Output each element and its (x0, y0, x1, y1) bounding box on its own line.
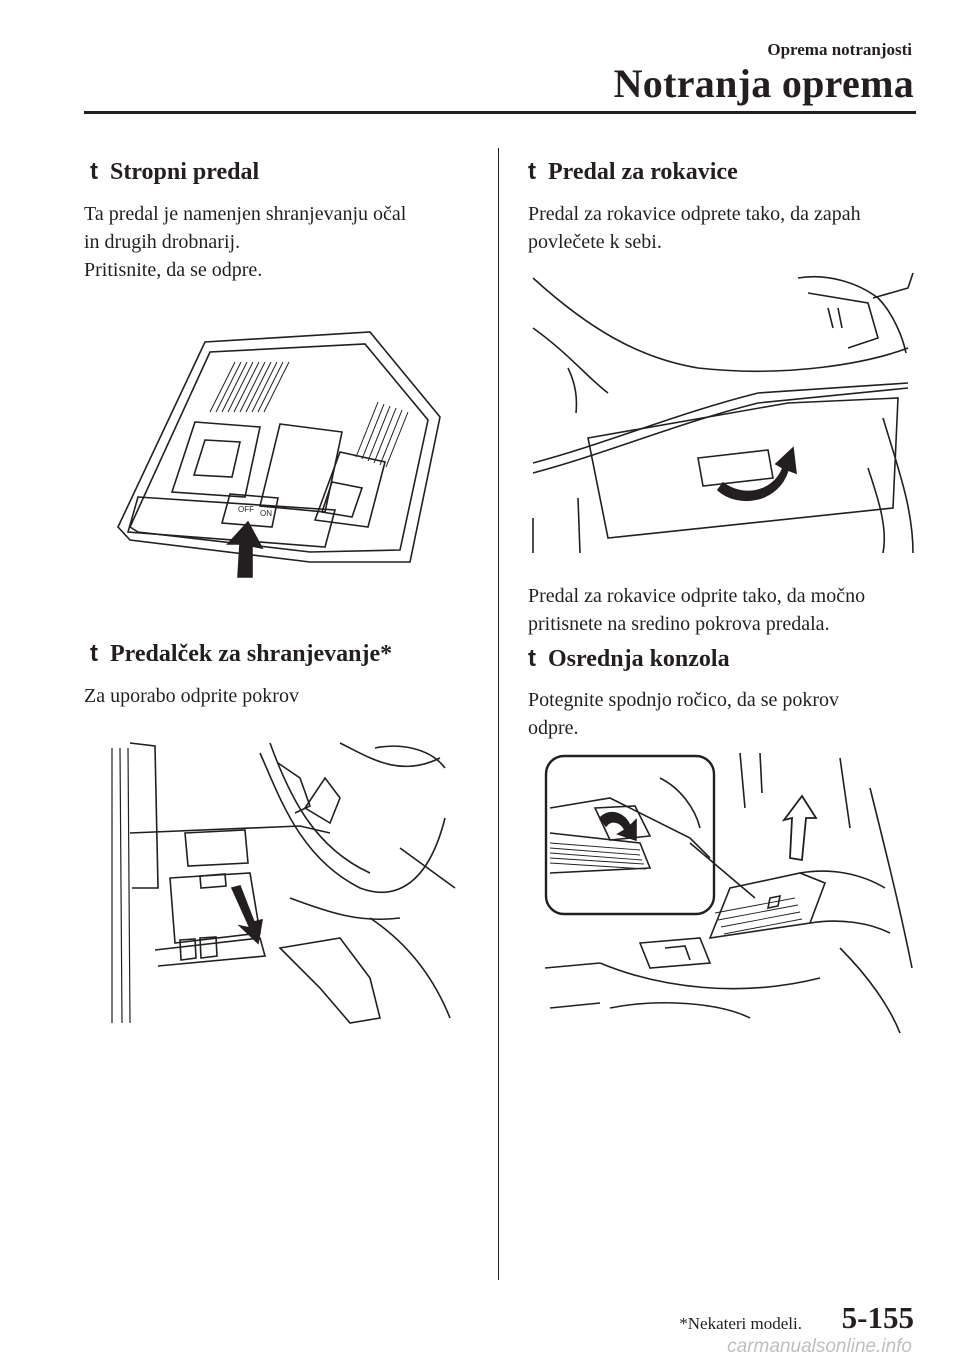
figure-storage-compartment (100, 738, 460, 1028)
paragraph-stropni-predal (84, 200, 406, 284)
footnote: *Nekateri modeli. (679, 1314, 802, 1333)
column-divider (498, 148, 499, 1280)
vent-left (210, 362, 289, 412)
text-line: in drugih drobnarij. (84, 231, 241, 253)
paragraph-osrednja-konzola (528, 686, 839, 742)
watermark: carmanualsonline.info (727, 1336, 912, 1357)
page-title: Notranja oprema (613, 61, 914, 106)
section-subtitle: Oprema notranjosti (767, 40, 912, 59)
on-label: ON (260, 509, 272, 518)
text-line: povlečete k sebi. (528, 231, 662, 253)
bullet-icon: t (528, 158, 536, 185)
heading-text: Predalček za shranjevanje* (110, 641, 393, 667)
heading-text: Stropni predal (110, 159, 260, 185)
text-line: odpre. (528, 717, 579, 739)
heading-predal-rokavice (528, 158, 738, 186)
text-line: Predal za rokavice odprete tako, da zapah (528, 203, 861, 225)
lever-arrow-icon (600, 813, 636, 840)
text-line: Potegnite spodnjo ročico, da se pokrov (528, 689, 840, 711)
text-line: Pritisnite, da se odpre. (84, 259, 263, 281)
bullet-icon: t (90, 640, 98, 667)
heading-stropni-predal (90, 158, 259, 186)
paragraph-predalcek (84, 682, 299, 710)
bullet-icon: t (90, 158, 98, 185)
heading-text: Osrednja konzola (548, 646, 730, 672)
figure-glove-box (528, 268, 918, 558)
text-line: pritisnete na sredino pokrova predala. (528, 613, 830, 635)
text-line: Predal za rokavice odprite tako, da močno (528, 585, 866, 607)
text-line: Za uporabo odprite pokrov (84, 685, 299, 707)
heading-predalcek (90, 640, 392, 668)
text-line: Ta predal je namenjen shranjevanju očal (84, 203, 407, 225)
paragraph-predal-rokavice (528, 200, 861, 256)
page-number: 5-155 (841, 1300, 914, 1335)
bullet-icon: t (528, 645, 536, 672)
up-arrow-icon (784, 796, 816, 860)
figure-overhead-console (110, 322, 450, 582)
figure-center-console (540, 748, 920, 1038)
paragraph-predal-rokavice-2 (528, 582, 865, 638)
heading-text: Predal za rokavice (548, 159, 738, 185)
heading-osrednja-konzola (528, 645, 730, 673)
up-arrow-icon (228, 522, 262, 577)
off-label: OFF (238, 505, 254, 514)
header-rule (84, 111, 916, 114)
pull-arrow-icon (718, 448, 796, 500)
